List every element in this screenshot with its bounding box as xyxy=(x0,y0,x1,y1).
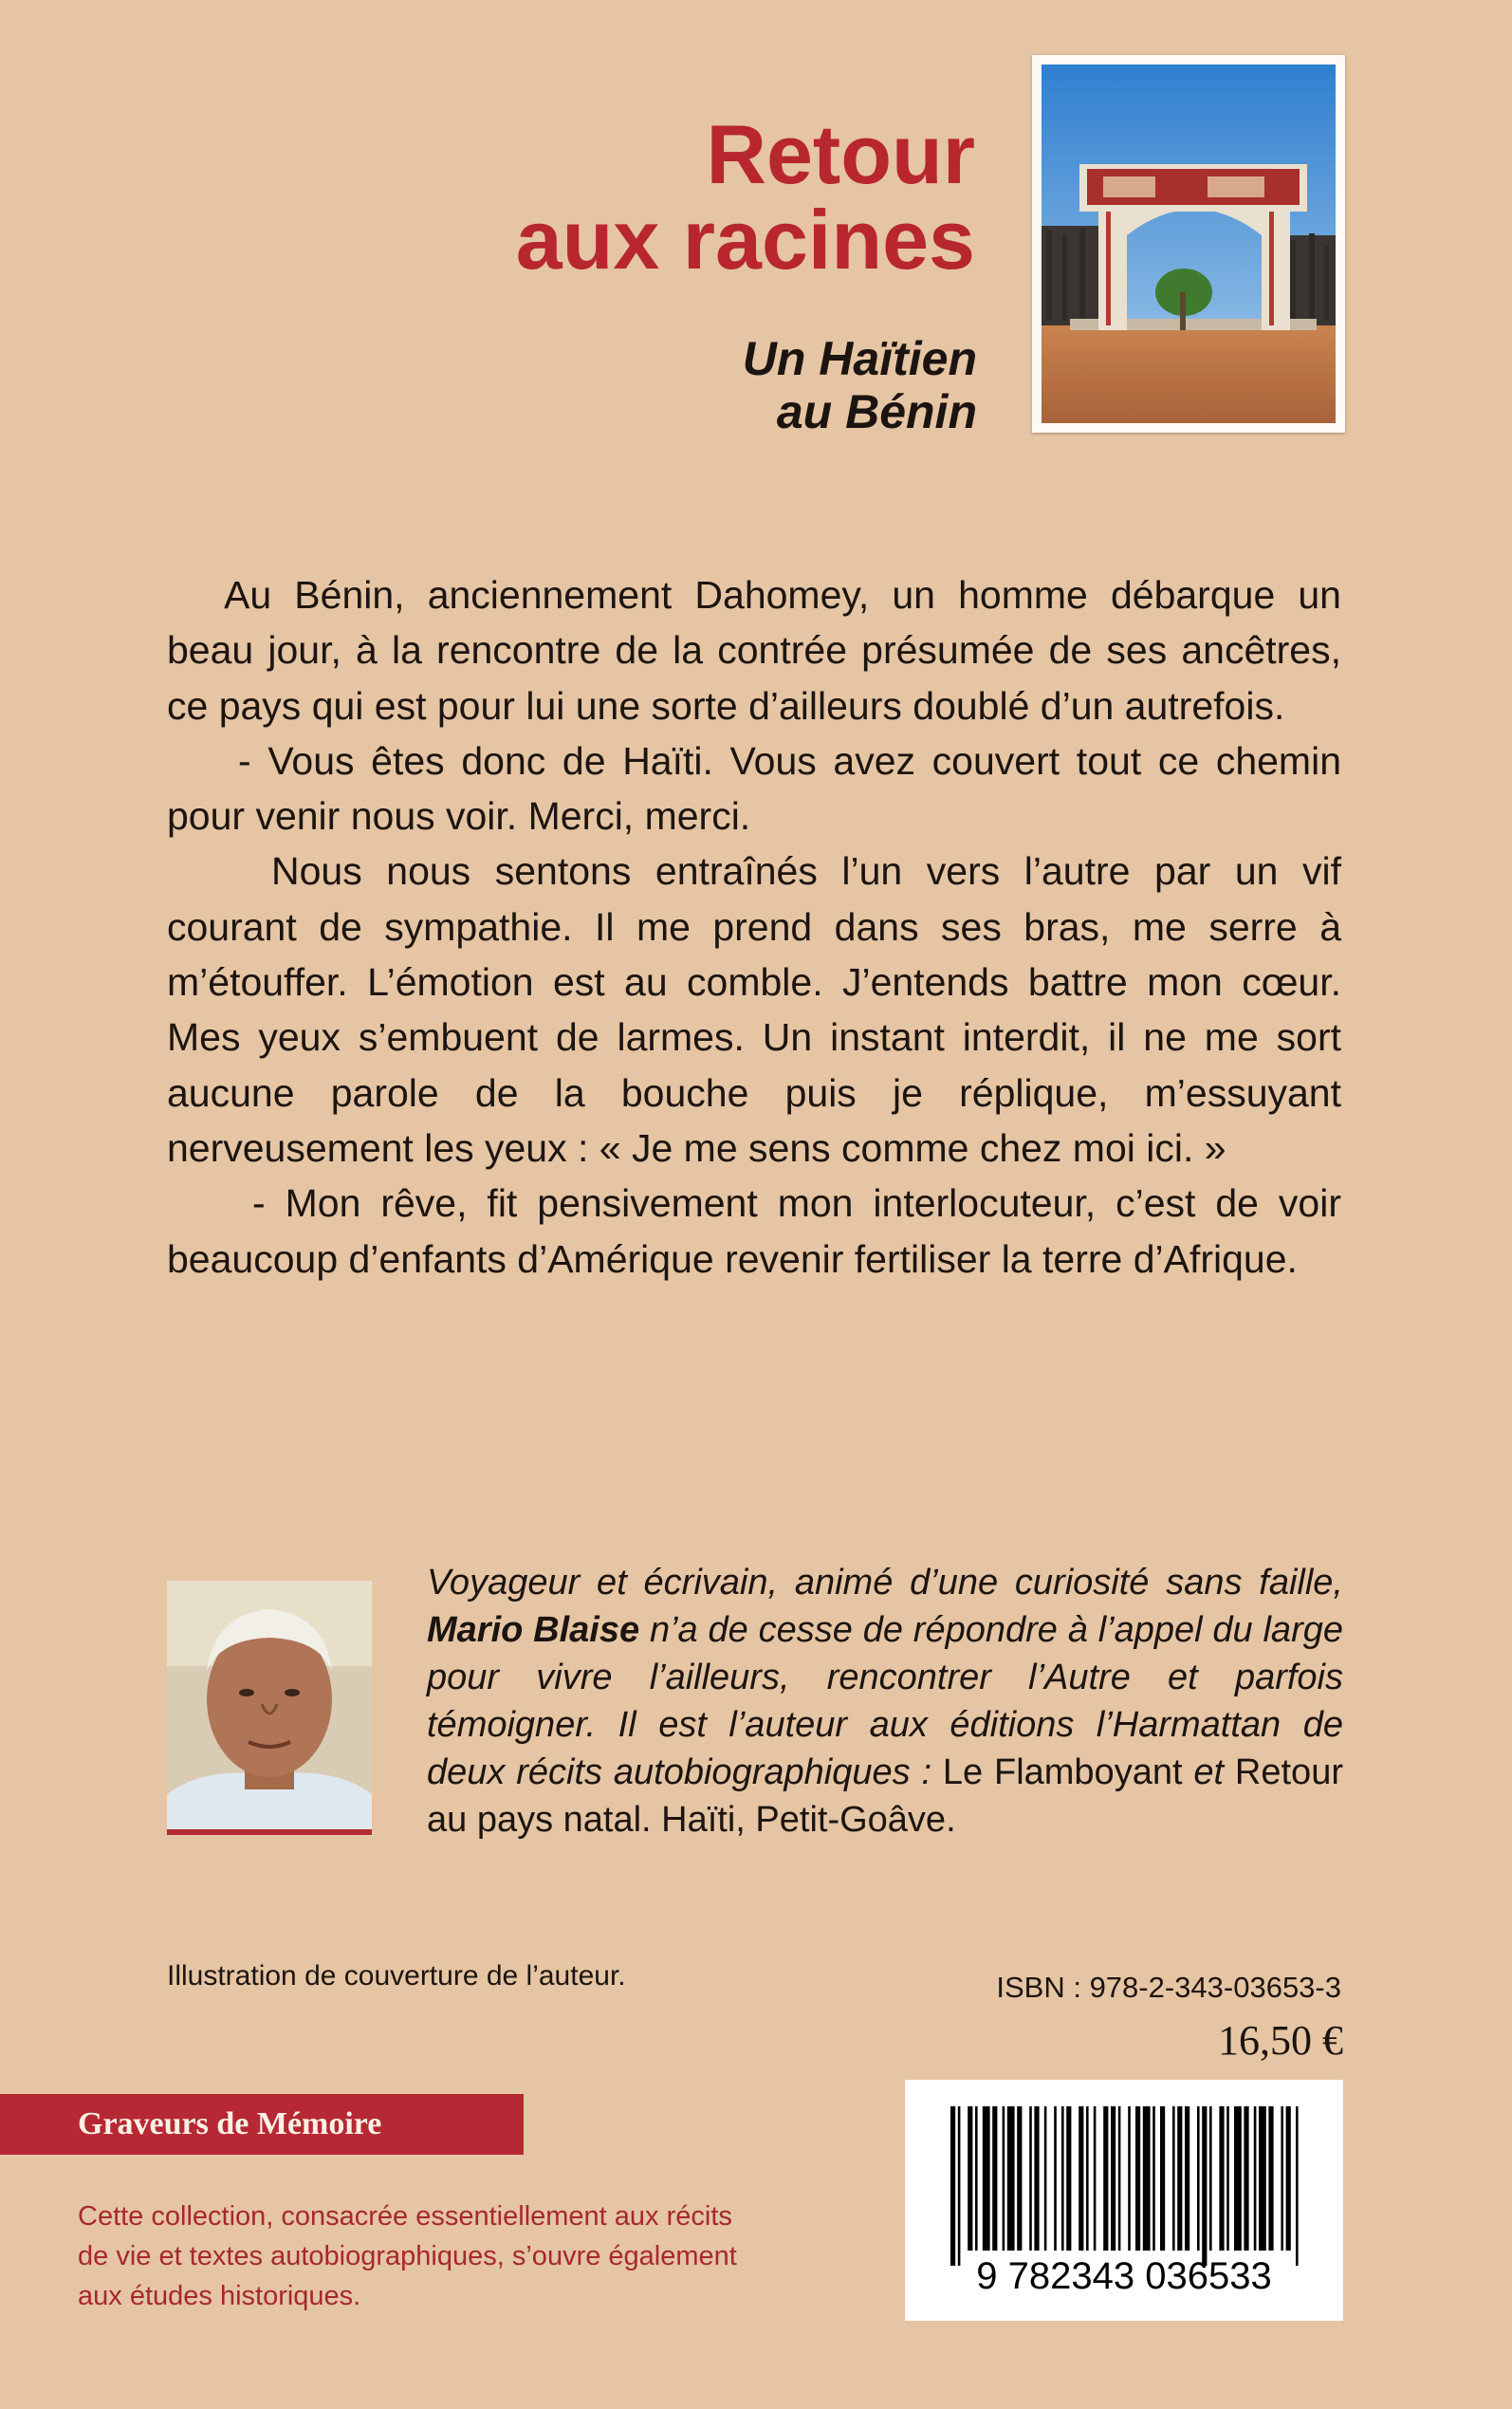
cover-illustration xyxy=(1032,55,1345,433)
collection-description xyxy=(78,2196,780,2316)
title-line-2: aux racines xyxy=(515,193,975,287)
author-bio xyxy=(427,1559,1343,1844)
barcode-bar xyxy=(1111,2106,1116,2251)
barcode-bars xyxy=(950,2106,1299,2266)
gate-of-no-return-image xyxy=(1042,65,1336,423)
barcode-bar xyxy=(1135,2106,1140,2251)
barcode-bar xyxy=(1286,2106,1291,2251)
subtitle-line-1: Un Haïtien xyxy=(742,332,977,385)
barcode-bar xyxy=(975,2106,978,2251)
barcode-bar xyxy=(1044,2106,1047,2251)
subtitle-line-2: au Bénin xyxy=(776,385,977,438)
barcode-bar xyxy=(1003,2106,1005,2251)
barcode-bar xyxy=(1128,2106,1131,2251)
book-title-2: Retour au pays natal. Haïti, Petit-Goâve xyxy=(427,1752,1343,1840)
barcode-bar xyxy=(1007,2106,1015,2251)
collection-line: Cette collection, consacrée essentiellement aux récits xyxy=(78,2201,732,2232)
barcode-bar xyxy=(1086,2106,1089,2251)
barcode-bar xyxy=(1234,2106,1242,2251)
collection-line: de vie et textes autobiographiques, s’ouvre également xyxy=(78,2241,737,2271)
barcode-bar xyxy=(1209,2106,1212,2251)
barcode-bar xyxy=(1172,2106,1175,2251)
bio-text: n’a de cesse de répondre à l’appel du large pour vivre l’ailleurs, rencontrer l’Autre et parfois témoigner. Il est l’auteur aux éditions l’Harmattan de deux récits autobiographiques : xyxy=(427,1610,1343,1792)
barcode-bar xyxy=(1268,2106,1273,2251)
barcode-bar xyxy=(1143,2106,1151,2251)
barcode-bar xyxy=(1244,2106,1248,2251)
author-name: Mario Blaise xyxy=(427,1610,640,1650)
bio-end: . xyxy=(946,1800,956,1840)
barcode-bar xyxy=(1029,2106,1032,2251)
barcode-bar xyxy=(1281,2106,1283,2251)
collection-banner: Graveurs de Mémoire xyxy=(0,2094,524,2155)
collection-line: aux études historiques. xyxy=(78,2281,361,2311)
barcode-bar xyxy=(1197,2106,1200,2251)
book-subtitle xyxy=(569,332,977,438)
barcode-bar xyxy=(1296,2106,1299,2266)
price: 16,50 € xyxy=(1218,2017,1343,2064)
barcode-bar xyxy=(1054,2106,1057,2251)
barcode-bar xyxy=(1094,2106,1097,2251)
barcode-bar xyxy=(1034,2106,1039,2251)
barcode-bar xyxy=(950,2106,955,2266)
barcode-bar xyxy=(1219,2106,1224,2251)
barcode-bar xyxy=(1103,2106,1108,2251)
barcode-bar xyxy=(1202,2106,1207,2266)
barcode-bar xyxy=(1061,2106,1064,2251)
illustration-credit: Illustration de couverture de l’auteur. xyxy=(167,1960,626,1992)
barcode-bar xyxy=(1079,2106,1083,2251)
barcode-bar xyxy=(992,2106,997,2251)
barcode-bar xyxy=(1185,2106,1189,2251)
barcode-bar xyxy=(968,2106,972,2251)
barcode-bar xyxy=(1152,2106,1155,2251)
author-portrait-image xyxy=(167,1581,372,1835)
barcode-bar xyxy=(1017,2106,1022,2251)
barcode-bar xyxy=(1226,2106,1229,2251)
barcode-bar xyxy=(1066,2106,1071,2251)
barcode-bar xyxy=(1259,2106,1266,2251)
barcode-bar xyxy=(1118,2106,1121,2251)
barcode-bar xyxy=(983,2106,990,2251)
barcode-bar xyxy=(1160,2106,1165,2251)
barcode-image xyxy=(905,2080,1343,2321)
blurb-paragraph: - Mon rêve, fit pensivement mon interlocuteur, c’est de voir beaucoup d’enfants d’Amérique revenir fertiliser la terre d’Afrique. xyxy=(167,1181,1341,1281)
back-cover-blurb xyxy=(167,567,1341,1287)
barcode-bar xyxy=(1254,2106,1257,2251)
book-title xyxy=(474,107,975,287)
bio-intro: Voyageur et écrivain, animé d’une curiosité sans faille, xyxy=(427,1563,1343,1603)
book-title-1: Le Flamboyant xyxy=(942,1752,1183,1792)
barcode-digits: 9 782343 036533 xyxy=(976,2255,1272,2297)
blurb-paragraph: Nous nous sentons entraînés l’un vers l’autre par un vif courant de sympathie. Il me prend dans ses bras, me serre à m’étouffer. L’émotion est au comble. J’entends battre mon cœur. Mes yeux s’embuent de larmes. Un instant interdit, il ne me sort aucune parole de la bouche puis je réplique, m’essuyant nerveusement les yeux : « Je me sens comme chez moi ici. » xyxy=(167,849,1341,1170)
barcode-bar xyxy=(1177,2106,1182,2251)
title-line-1: Retour xyxy=(706,107,975,201)
isbn-barcode xyxy=(905,2080,1343,2321)
isbn: ISBN : 978-2-343-03653-3 xyxy=(996,1971,1341,2004)
bio-and: et xyxy=(1182,1752,1235,1792)
blurb-paragraph: - Vous êtes donc de Haïti. Vous avez couvert tout ce chemin pour venir nous voir. Merci, merci. xyxy=(167,738,1341,839)
author-photo xyxy=(167,1581,372,1835)
barcode-bar xyxy=(958,2106,961,2266)
blurb-paragraph: Au Bénin, anciennement Dahomey, un homme débarque un beau jour, à la rencontre de la contrée présumée de ses ancêtres, ce pays qui est pour lui une sorte d’ailleurs doublé d’un autrefois. xyxy=(167,573,1341,728)
